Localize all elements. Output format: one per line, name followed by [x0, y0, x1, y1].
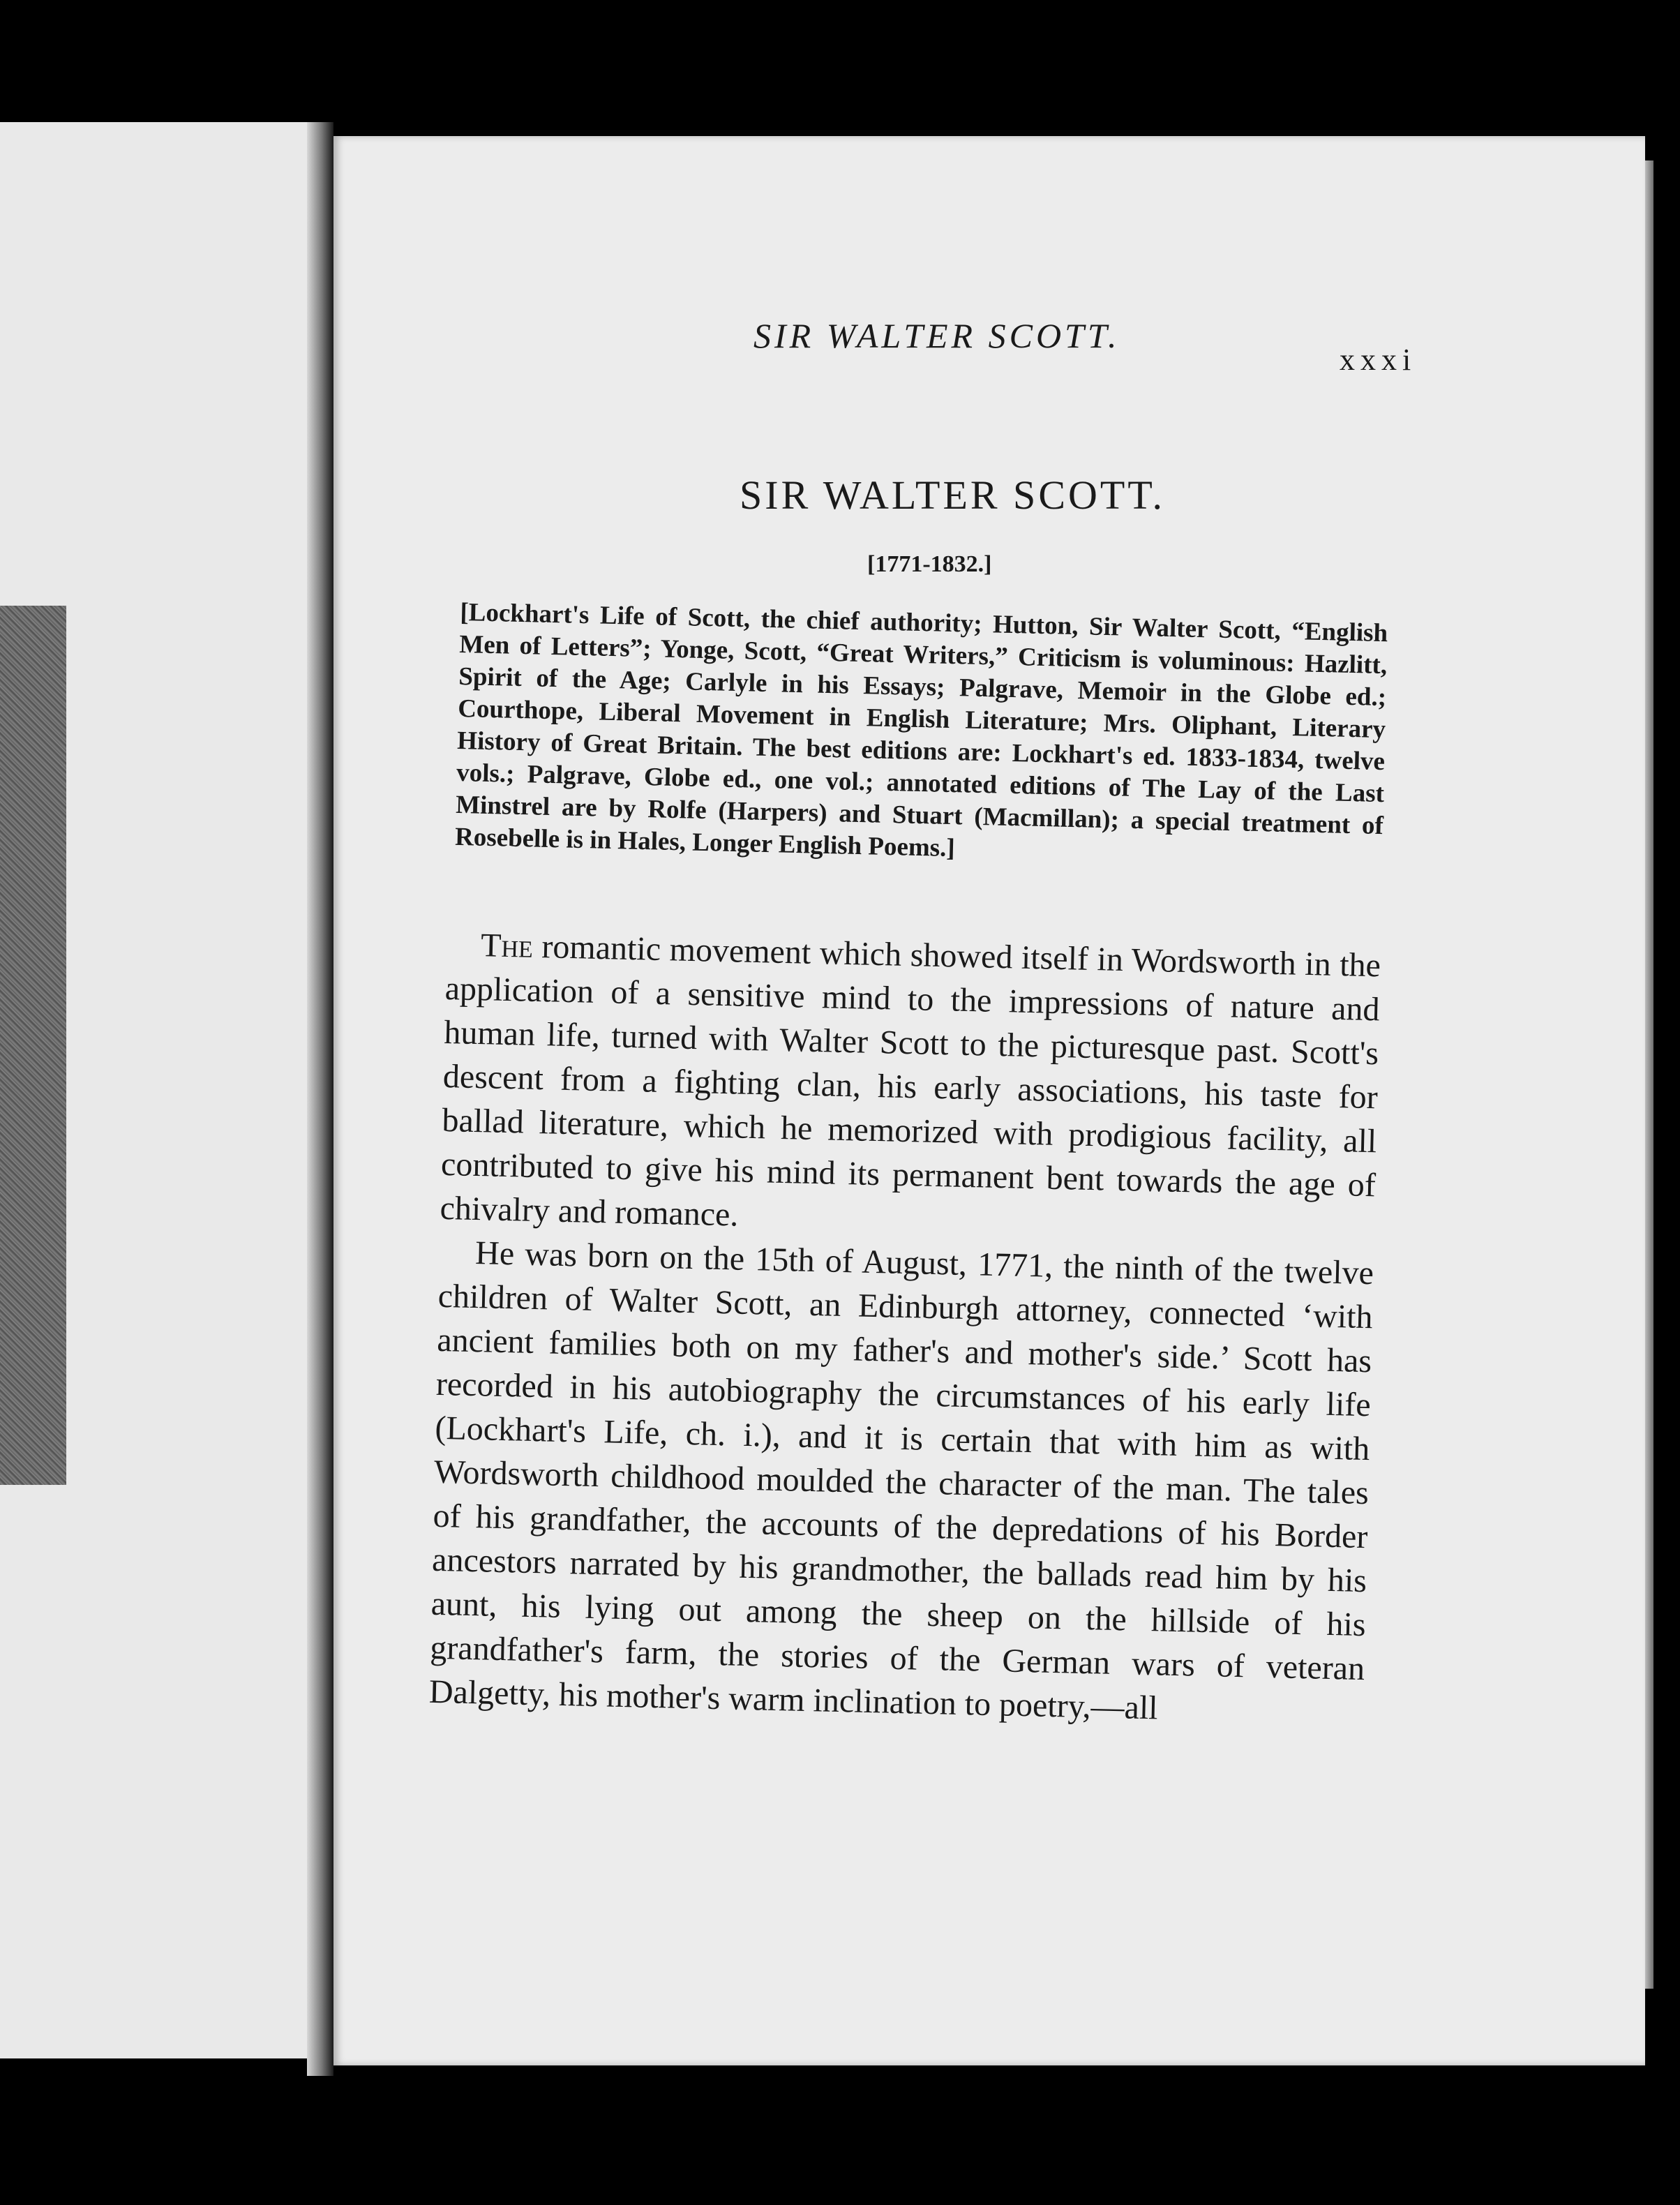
page-edge	[1645, 160, 1653, 1989]
body-text	[428, 922, 1381, 1735]
plate-illustration-edge	[0, 606, 66, 1485]
bibliography-text: [Lockhart's Life of Scott, the chief authority; Hutton, Sir Walter Scott, “English Men of Letters”; Yonge, Scott, “Great Writers,” Criticism is voluminous: Hazlitt, Spirit of the Age; Carlyle in his Essays; Palgrave, Memoir in the Globe ed.; Courthope, Liberal Movement in English Literature; Mrs. Oliphant, Literary History of Great Britain. The best editions are: Lockhart's ed. 1833-1834, twelve vols.; Palgrave, Globe ed., one vol.; annotated editions of The Lay of the Last Minstrel are by Rolfe (Harpers) and Stuart (Macmillan); a special treatment of Rosebelle is in Hales, Longer English Poems.]	[454, 597, 1388, 863]
chapter-title: SIR WALTER SCOTT.	[740, 472, 1165, 518]
paragraph-1-text: romantic movement which showed itself in Wordsworth in the application of a sensitive mind to the impressions of nature and human life, turned with Walter Scott to the picturesque past. Scott's descent from a fighting clan, his early associations, his taste for ballad literature, which he memorized with prodigious facility, all contributed to give his mind its permanent bent towards the age of chivalry and romance.	[440, 927, 1381, 1234]
paragraph-2: He was born on the 15th of August, 1771, the ninth of the twelve children of Walter Scott, an Edinburgh attorney, connected ‘with ancient families both on my father's and mother's side.’ Scott has recorded in his autobiography the circumstances of his early life (Lockhart's Life, ch. i.), and it is certain that with him as with Wordsworth childhood moulded the character of the man. The tales of his grandfather, the accounts of the depredations of his Border ancestors narrated by his grandmother, the ballads read him by his aunt, his lying out among the sheep on the hillside of his grandfather's farm, the stories of the German wars of veteran Dalgetty, his mother's warm inclination to poetry,—all	[428, 1234, 1374, 1727]
paragraph-1	[440, 922, 1381, 1251]
book-gutter	[307, 122, 333, 2076]
bibliography-note	[455, 597, 1388, 874]
chapter-dates: [1771-1832.]	[867, 551, 992, 577]
running-head-title: SIR WALTER SCOTT.	[753, 316, 1120, 355]
page-number: xxxi	[1340, 343, 1417, 377]
paragraph-lead-word: The	[480, 927, 534, 965]
